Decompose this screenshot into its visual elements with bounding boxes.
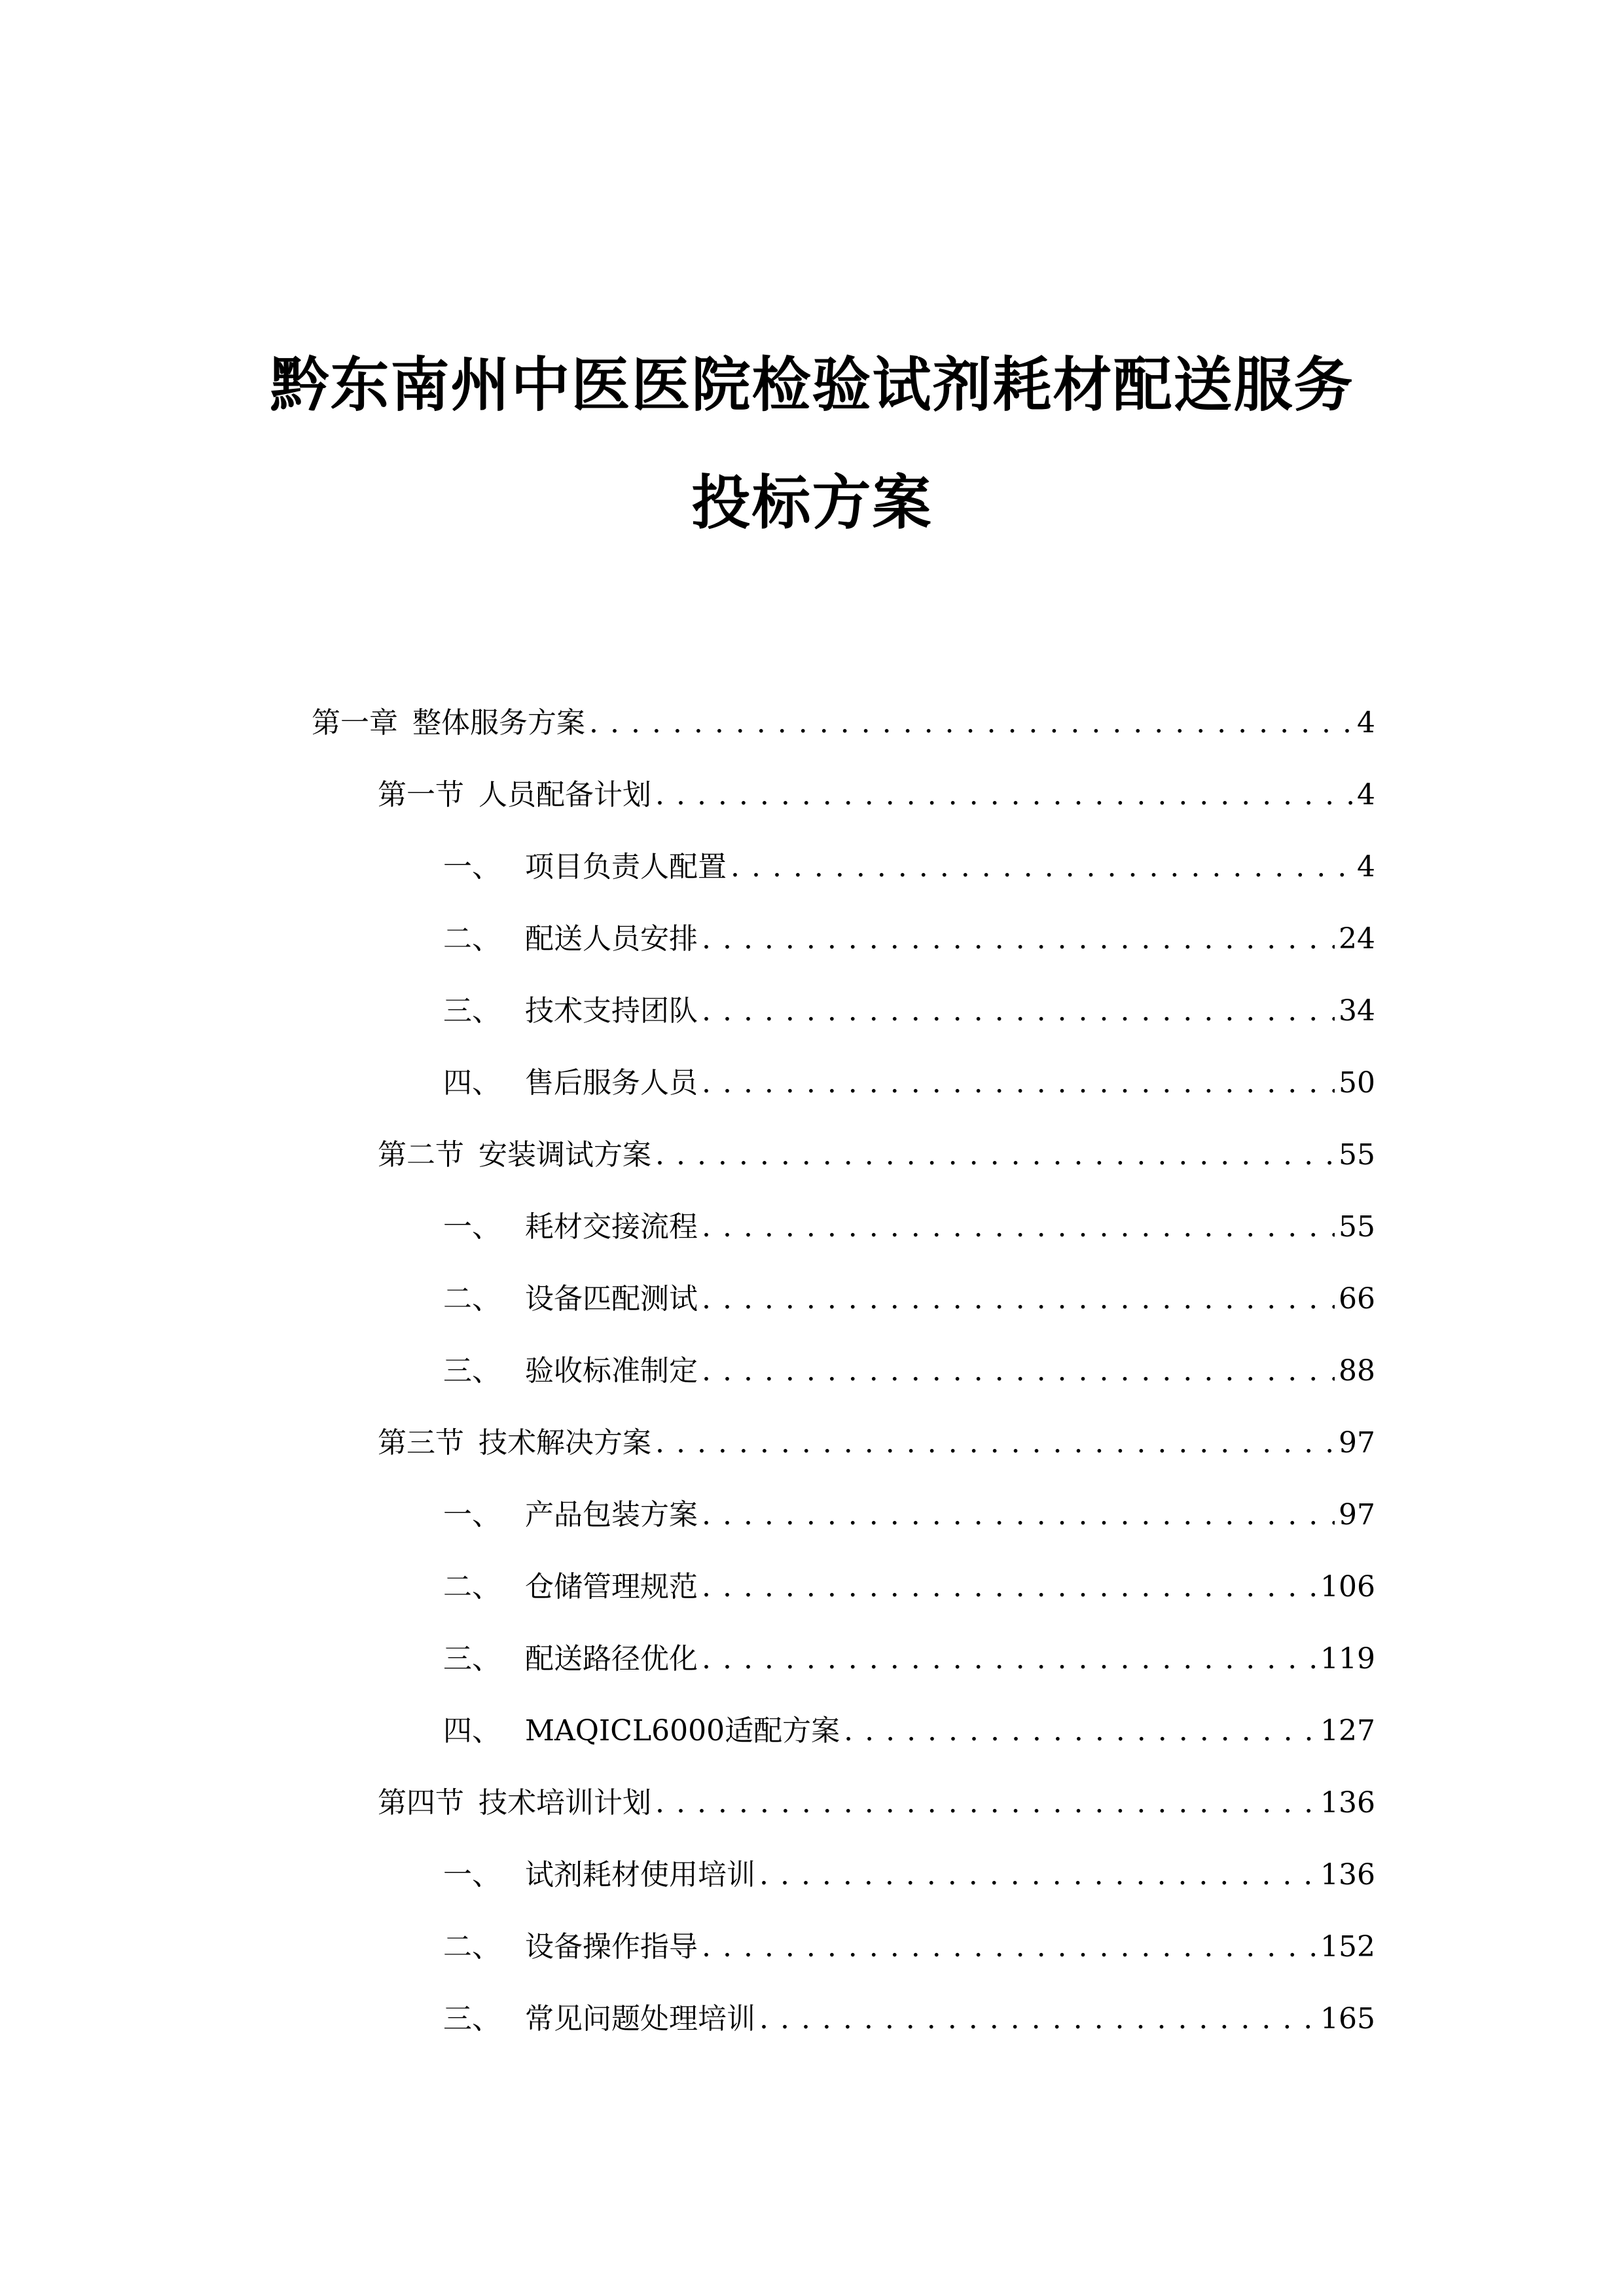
toc-entry-label: 仓储管理规范	[525, 1570, 698, 1604]
toc-entry-number: 四、	[443, 1066, 501, 1100]
toc-entry-label: 常见问题处理培训	[525, 2002, 755, 2036]
toc-entry[interactable]	[378, 1424, 1375, 1463]
toc-entry-page: 165	[1320, 2002, 1375, 2036]
toc-entry-page: 4	[1357, 778, 1375, 812]
toc-entry-number: 一、	[443, 1498, 501, 1532]
toc-entry-page: 4	[1357, 850, 1375, 884]
toc-entry-page: 4	[1357, 706, 1375, 740]
toc-entry-number: 三、	[443, 994, 501, 1028]
toc-entry-number: 第一章	[312, 706, 398, 740]
toc-entry[interactable]	[443, 1496, 1375, 1535]
dot-leader	[702, 1280, 1335, 1319]
dot-leader	[759, 2000, 1316, 2039]
toc-entry-label: 产品包装方案	[525, 1498, 698, 1532]
toc-entry-page: 55	[1339, 1138, 1375, 1172]
toc-entry[interactable]	[312, 704, 1375, 743]
toc-entry[interactable]	[443, 848, 1375, 887]
toc-entry[interactable]	[443, 920, 1375, 959]
toc-entry-number: 四、	[443, 1714, 501, 1748]
toc-entry-number: 二、	[443, 1930, 501, 1964]
dot-leader	[655, 1136, 1335, 1175]
toc-entry[interactable]	[443, 1928, 1375, 1967]
dot-leader	[702, 1352, 1335, 1391]
toc-entry-number: 三、	[443, 1642, 501, 1676]
dot-leader	[702, 992, 1335, 1031]
dot-leader	[759, 1856, 1316, 1895]
toc-entry-page: 106	[1320, 1570, 1375, 1604]
toc-entry-label: 验收标准制定	[525, 1354, 698, 1388]
toc-entry[interactable]	[443, 1640, 1375, 1679]
toc-entry-number: 三、	[443, 1354, 501, 1388]
toc-entry-number: 二、	[443, 922, 501, 956]
toc-entry[interactable]	[443, 992, 1375, 1031]
dot-leader	[702, 1640, 1316, 1679]
toc-entry[interactable]	[378, 1784, 1375, 1823]
toc-entry-label: 技术培训计划	[478, 1786, 651, 1820]
toc-entry-page: 136	[1320, 1786, 1375, 1820]
toc-entry-label: 整体服务方案	[412, 706, 585, 740]
toc-entry-label: MAQICL6000适配方案	[525, 1714, 840, 1748]
toc-entry-page: 127	[1320, 1714, 1375, 1748]
toc-entry[interactable]	[443, 1568, 1375, 1607]
toc-entry-label: 人员配备计划	[478, 778, 651, 812]
dot-leader	[702, 920, 1335, 959]
toc-entry[interactable]	[443, 1856, 1375, 1895]
dot-leader	[655, 776, 1353, 815]
toc-entry-page: 97	[1339, 1498, 1375, 1532]
dot-leader	[655, 1784, 1316, 1823]
toc-entry[interactable]	[443, 2000, 1375, 2039]
toc-entry-number: 第一节	[378, 778, 464, 812]
toc-entry[interactable]	[443, 1280, 1375, 1319]
toc-entry-label: 配送路径优化	[525, 1642, 698, 1676]
dot-leader	[702, 1496, 1335, 1535]
toc-entry-page: 136	[1320, 1858, 1375, 1892]
dot-leader	[702, 1064, 1335, 1103]
toc-entry-label: 安装调试方案	[478, 1138, 651, 1172]
toc-entry[interactable]	[443, 1064, 1375, 1103]
toc-entry[interactable]	[443, 1208, 1375, 1247]
toc-entry-number: 第二节	[378, 1138, 464, 1172]
toc-entry[interactable]	[378, 776, 1375, 815]
toc-entry-page: 66	[1339, 1282, 1375, 1316]
toc-entry-label: 设备匹配测试	[525, 1282, 698, 1316]
toc-entry[interactable]	[378, 1136, 1375, 1175]
dot-leader	[844, 1712, 1316, 1751]
toc-entry-page: 88	[1339, 1354, 1375, 1388]
toc-entry-number: 二、	[443, 1570, 501, 1604]
toc-entry-page: 50	[1339, 1066, 1375, 1100]
toc-entry-page: 97	[1339, 1426, 1375, 1460]
toc-entry-label: 项目负责人配置	[525, 850, 727, 884]
dot-leader	[702, 1928, 1316, 1967]
dot-leader	[702, 1208, 1335, 1247]
toc-entry-page: 34	[1339, 994, 1375, 1028]
toc-entry-number: 一、	[443, 850, 501, 884]
toc-entry-page: 55	[1339, 1210, 1375, 1244]
toc-entry-page: 152	[1320, 1930, 1375, 1964]
toc-entry-page: 119	[1320, 1642, 1375, 1676]
document-title-line-2: 投标方案	[691, 469, 933, 537]
toc-entry-number: 一、	[443, 1210, 501, 1244]
dot-leader	[731, 848, 1353, 887]
toc-entry-number: 第四节	[378, 1786, 464, 1820]
toc-entry-number: 一、	[443, 1858, 501, 1892]
toc-entry-label: 设备操作指导	[525, 1930, 698, 1964]
toc-entry-label: 耗材交接流程	[525, 1210, 698, 1244]
dot-leader	[655, 1424, 1335, 1463]
toc-entry-page: 24	[1339, 922, 1375, 956]
toc-entry-number: 二、	[443, 1282, 501, 1316]
toc-entry-label: 售后服务人员	[525, 1066, 698, 1100]
document-title-line-1: 黔东南州中医医院检验试剂耗材配送服务	[270, 351, 1354, 420]
toc-entry-label: 技术解决方案	[478, 1426, 651, 1460]
toc-entry[interactable]	[443, 1352, 1375, 1391]
dot-leader	[702, 1568, 1316, 1607]
dot-leader	[589, 704, 1353, 743]
toc-entry[interactable]	[443, 1712, 1375, 1751]
toc-entry-number: 第三节	[378, 1426, 464, 1460]
toc-entry-label: 试剂耗材使用培训	[525, 1858, 755, 1892]
toc-entry-number: 三、	[443, 2002, 501, 2036]
toc-entry-label: 配送人员安排	[525, 922, 698, 956]
toc-entry-label: 技术支持团队	[525, 994, 698, 1028]
